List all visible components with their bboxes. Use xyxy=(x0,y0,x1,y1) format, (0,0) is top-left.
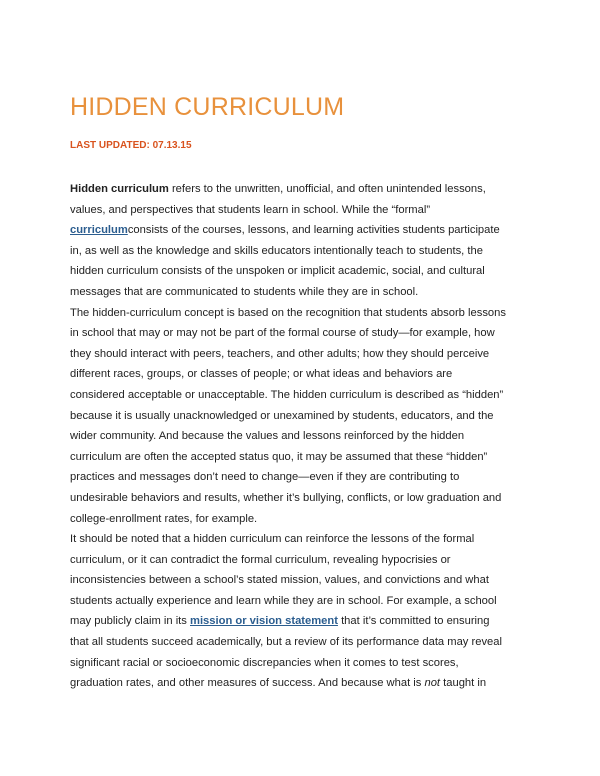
text-span: may publicly claim in its xyxy=(70,615,190,628)
text-line: they should interact with peers, teachers, and other adults; how they should perceive xyxy=(70,347,490,360)
page-title: HIDDEN CURRICULUM xyxy=(70,93,345,121)
text-line: curriculum are often the accepted status quo, it may be assumed that these “hidden” xyxy=(70,450,488,463)
text-line: hidden curriculum consists of the unspoken or implicit academic, social, and cultural xyxy=(70,265,485,278)
text-line: The hidden-curriculum concept is based on the recognition that students absorb lessons xyxy=(70,306,506,319)
text-line: wider community. And because the values and lessons reinforced by the hidden xyxy=(70,430,465,443)
text-span: consists of the courses, lessons, and learning activities students participate xyxy=(127,224,500,237)
last-updated-label: LAST UPDATED: 07.13.15 xyxy=(70,140,192,151)
emphasis: not xyxy=(424,677,441,690)
text-line xyxy=(70,611,540,632)
text-line: practices and messages don’t need to change—even if they are contributing to xyxy=(70,471,460,484)
paragraph-1 xyxy=(70,179,540,303)
text-line xyxy=(70,220,540,241)
text-span: that it’s committed to ensuring xyxy=(337,615,490,628)
text-line: inconsistencies between a school’s stated mission, values, and convictions and what xyxy=(70,574,489,587)
text-line: It should be noted that a hidden curriculum can reinforce the lessons of the formal xyxy=(70,533,475,546)
text-span: taught in xyxy=(440,677,487,690)
text-line: undesirable behaviors and results, whether it’s bullying, conflicts, or low graduation and xyxy=(70,491,502,504)
article-body xyxy=(70,179,540,694)
mission-statement-link[interactable]: mission or vision statement xyxy=(190,615,338,628)
paragraph-3 xyxy=(70,529,540,694)
text-line: considered acceptable or unacceptable. The hidden curriculum is described as “hidden” xyxy=(70,388,504,401)
text-line: significant racial or socioeconomic discrepancies when it comes to test scores, xyxy=(70,656,459,669)
paragraph-2 xyxy=(70,303,540,530)
text-line: students actually experience and learn while they are in school. For example, a school xyxy=(70,594,497,607)
text-line: that all students succeed academically, but a review of its performance data may reveal xyxy=(70,636,502,649)
curriculum-link[interactable]: curriculum xyxy=(70,224,128,237)
text-line: because it is usually unacknowledged or unexamined by students, educators, and the xyxy=(70,409,494,422)
text-line xyxy=(70,179,540,200)
text-span: refers to the unwritten, unofficial, and often unintended lessons, xyxy=(168,183,486,195)
text-line: curriculum, or it can contradict the formal curriculum, revealing hypocrisies or xyxy=(70,553,451,566)
text-line: in, as well as the knowledge and skills educators intentionally teach to students, the xyxy=(70,244,483,257)
text-line: different races, groups, or classes of people; or what ideas and behaviors are xyxy=(70,368,453,381)
text-line: college-enrollment rates, for example. xyxy=(70,512,258,525)
text-span: graduation rates, and other measures of success. And because what is xyxy=(70,677,425,690)
text-line: messages that are communicated to students while they are in school. xyxy=(70,285,419,298)
defined-term: Hidden curriculum xyxy=(70,183,169,195)
text-line xyxy=(70,673,540,694)
text-line: values, and perspectives that students learn in school. While the “formal” xyxy=(70,203,431,216)
text-line: in school that may or may not be part of the formal course of study—for example, how xyxy=(70,327,495,340)
